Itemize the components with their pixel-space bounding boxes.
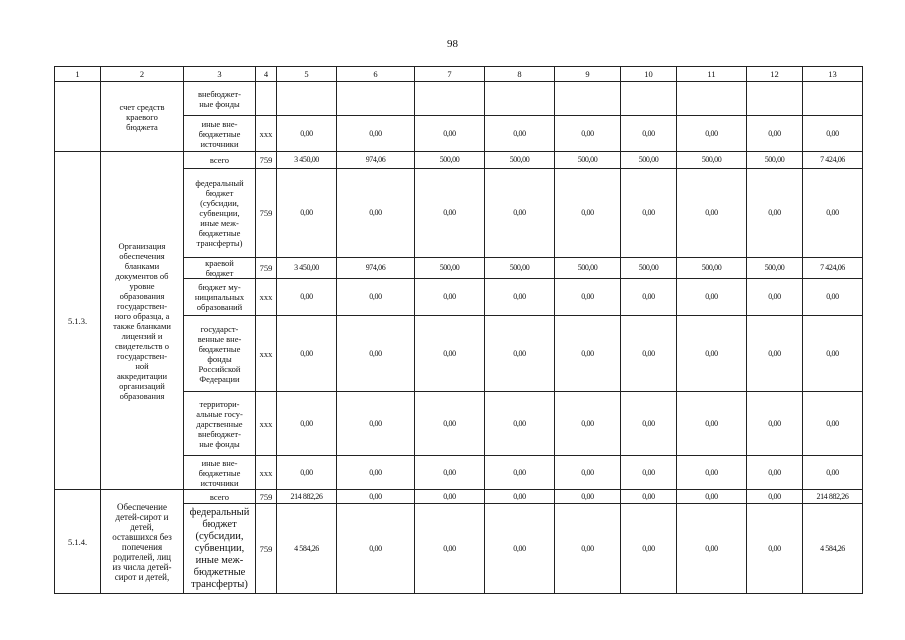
amount-cell: 7 424,06 [803,152,863,169]
amount-cell: 0,00 [277,169,337,258]
amount-cell: 214 882,26 [277,490,337,504]
amount-cell: 0,00 [747,169,803,258]
amount-cell: 4 584,26 [803,504,863,594]
amount-cell: 0,00 [415,316,485,392]
amount-cell [555,82,621,116]
amount-cell: 500,00 [485,152,555,169]
table-row [55,152,863,169]
amount-cell: 214 882,26 [803,490,863,504]
amount-cell: 500,00 [415,258,485,279]
column-header: 5 [277,67,337,82]
amount-cell: 500,00 [555,258,621,279]
column-header: 1 [55,67,101,82]
header-row [55,67,863,82]
amount-cell: 500,00 [677,152,747,169]
amount-cell: 0,00 [337,456,415,490]
amount-cell: 0,00 [555,316,621,392]
page-number: 98 [447,38,458,50]
amount-cell: 0,00 [555,456,621,490]
table-row [55,82,863,116]
column-header: 2 [101,67,184,82]
amount-cell: 0,00 [803,279,863,316]
amount-cell: 0,00 [337,116,415,152]
item-code: 5.1.3. [55,152,101,490]
amount-cell: 0,00 [337,279,415,316]
amount-cell: 0,00 [277,116,337,152]
column-header: 8 [485,67,555,82]
amount-cell [337,82,415,116]
amount-cell: 0,00 [621,169,677,258]
column-header: 11 [677,67,747,82]
amount-cell: 500,00 [621,258,677,279]
amount-cell: 0,00 [747,116,803,152]
amount-cell: 0,00 [485,279,555,316]
amount-cell: 500,00 [747,152,803,169]
amount-cell: 500,00 [485,258,555,279]
amount-cell: 0,00 [485,392,555,456]
amount-cell: 0,00 [677,316,747,392]
funding-source: иные вне- бюджетные источники [184,116,256,152]
item-name: счет средств краевого бюджета [101,82,184,152]
amount-cell: 0,00 [555,169,621,258]
budget-code: ххх [256,316,277,392]
amount-cell: 0,00 [277,279,337,316]
amount-cell: 0,00 [415,456,485,490]
amount-cell: 0,00 [415,116,485,152]
budget-code: ххх [256,392,277,456]
amount-cell: 0,00 [337,504,415,594]
funding-source: территори- альные госу- дарственные внебюджет- ные фонды [184,392,256,456]
amount-cell: 500,00 [415,152,485,169]
amount-cell: 0,00 [555,504,621,594]
amount-cell: 0,00 [677,279,747,316]
table-body [55,82,863,594]
amount-cell: 0,00 [803,316,863,392]
amount-cell: 0,00 [621,490,677,504]
amount-cell [747,82,803,116]
amount-cell: 7 424,06 [803,258,863,279]
budget-code: 759 [256,490,277,504]
funding-source: федеральный бюджет (субсидии, субвенции, иные меж- бюджетные трансферты) [184,169,256,258]
amount-cell: 0,00 [621,279,677,316]
amount-cell: 0,00 [747,504,803,594]
amount-cell: 0,00 [415,169,485,258]
item-code: 5.1.4. [55,490,101,594]
item-name: Обеспечение детей-сирот и детей, оставшихся без попечения родителей, лиц из числа детей- сирот и детей, [101,490,184,594]
amount-cell: 0,00 [555,279,621,316]
amount-cell: 0,00 [621,504,677,594]
amount-cell: 0,00 [555,392,621,456]
budget-code: ххх [256,456,277,490]
table-row [55,490,863,504]
column-header: 10 [621,67,677,82]
amount-cell [485,82,555,116]
funding-source: иные вне- бюджетные источники [184,456,256,490]
amount-cell: 0,00 [747,392,803,456]
amount-cell: 0,00 [677,392,747,456]
amount-cell: 0,00 [677,490,747,504]
amount-cell: 0,00 [621,456,677,490]
column-header: 12 [747,67,803,82]
amount-cell: 0,00 [677,169,747,258]
amount-cell: 0,00 [677,456,747,490]
amount-cell: 0,00 [415,392,485,456]
budget-code: 759 [256,504,277,594]
amount-cell: 500,00 [555,152,621,169]
amount-cell: 0,00 [337,392,415,456]
funding-source: всего [184,490,256,504]
amount-cell [277,82,337,116]
amount-cell [415,82,485,116]
funding-source: краевой бюджет [184,258,256,279]
budget-code: ххх [256,116,277,152]
amount-cell: 0,00 [803,456,863,490]
column-header: 7 [415,67,485,82]
amount-cell: 0,00 [621,116,677,152]
amount-cell: 3 450,00 [277,258,337,279]
amount-cell: 0,00 [277,456,337,490]
column-header: 9 [555,67,621,82]
amount-cell: 0,00 [555,490,621,504]
amount-cell [621,82,677,116]
amount-cell: 0,00 [621,316,677,392]
budget-code: 759 [256,169,277,258]
funding-source: внебюджет- ные фонды [184,82,256,116]
amount-cell: 0,00 [747,279,803,316]
funding-source: государст- венные вне- бюджетные фонды Российской Федерации [184,316,256,392]
budget-code: 759 [256,152,277,169]
amount-cell: 0,00 [677,504,747,594]
amount-cell: 0,00 [621,392,677,456]
budget-code [256,82,277,116]
amount-cell: 974,06 [337,152,415,169]
amount-cell: 0,00 [677,116,747,152]
amount-cell: 0,00 [485,316,555,392]
amount-cell: 0,00 [747,456,803,490]
amount-cell: 0,00 [337,169,415,258]
amount-cell: 0,00 [415,279,485,316]
budget-code: ххх [256,279,277,316]
column-header: 13 [803,67,863,82]
amount-cell [677,82,747,116]
amount-cell: 3 450,00 [277,152,337,169]
amount-cell [803,82,863,116]
amount-cell: 974,06 [337,258,415,279]
amount-cell: 0,00 [277,392,337,456]
funding-source: всего [184,152,256,169]
amount-cell: 500,00 [747,258,803,279]
funding-source: бюджет му- ниципальных образований [184,279,256,316]
amount-cell: 0,00 [747,316,803,392]
column-header: 4 [256,67,277,82]
amount-cell: 0,00 [485,490,555,504]
column-header: 6 [337,67,415,82]
amount-cell: 0,00 [277,316,337,392]
amount-cell: 0,00 [415,490,485,504]
amount-cell: 0,00 [485,456,555,490]
amount-cell: 0,00 [747,490,803,504]
amount-cell: 500,00 [677,258,747,279]
budget-code: 759 [256,258,277,279]
amount-cell: 0,00 [415,504,485,594]
amount-cell: 0,00 [803,169,863,258]
amount-cell: 0,00 [337,490,415,504]
budget-table [54,66,863,594]
funding-source: федеральный бюджет (субсидии, субвенции, иные меж- бюджетные трансферты) [184,504,256,594]
amount-cell: 0,00 [485,504,555,594]
item-code [55,82,101,152]
amount-cell: 0,00 [485,116,555,152]
column-header: 3 [184,67,256,82]
amount-cell: 4 584,26 [277,504,337,594]
amount-cell: 0,00 [803,116,863,152]
amount-cell: 0,00 [485,169,555,258]
amount-cell: 0,00 [555,116,621,152]
item-name: Организация обеспечения бланками документов об уровне образования государствен- ного образца, а также бланками лицензий и свидетельств о государствен- ной аккредитации организаций образования [101,152,184,490]
amount-cell: 0,00 [337,316,415,392]
amount-cell: 0,00 [803,392,863,456]
amount-cell: 500,00 [621,152,677,169]
